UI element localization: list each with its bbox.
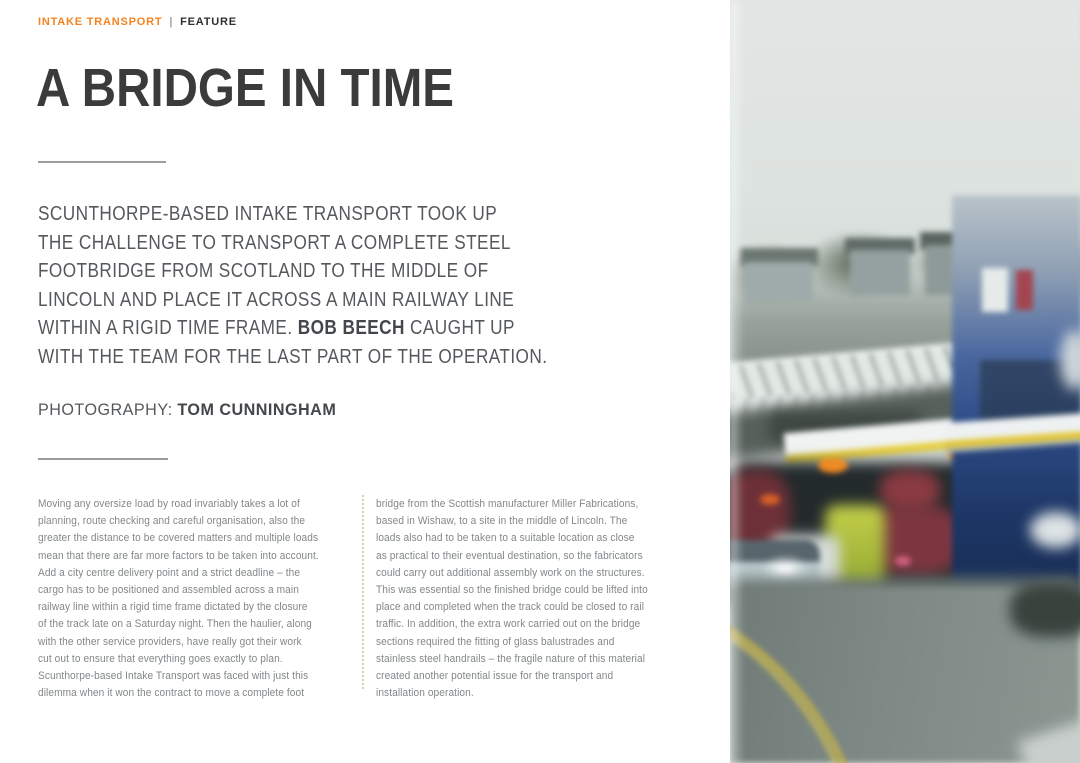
body-line: place and completed when the track could be closed to rail — [376, 601, 645, 614]
standfirst-line: SCUNTHORPE-BASED INTAKE TRANSPORT TOOK UP — [38, 203, 498, 225]
standfirst-line: LINCOLN AND PLACE IT ACROSS A MAIN RAILWAY LINE — [38, 288, 515, 311]
photo-red-blur — [880, 470, 940, 510]
section-label: FEATURE — [180, 16, 237, 28]
body-line: could carry out additional assembly work on the structures. — [376, 566, 645, 579]
body-line: as practical to their eventual destination, so the fabricators — [376, 549, 643, 562]
photo-car-headlight — [776, 566, 794, 574]
body-line: greater the distance to be covered matters and multiple loads — [38, 532, 319, 545]
body-line: installation operation. — [376, 687, 474, 700]
body-column — [376, 496, 671, 702]
eyebrow — [38, 16, 237, 28]
body-line: created another potential issue for the transport and — [376, 670, 614, 683]
feature-photo — [730, 0, 1080, 763]
body-line: traffic. In addition, the extra work carried out on the bridge — [376, 618, 641, 631]
headline-rule — [38, 161, 166, 163]
body-line: cargo has to be positioned and assembled across a main — [38, 584, 299, 597]
photo-red-sign — [1016, 270, 1033, 310]
body-line: planning, route checking and careful organisation, also the — [38, 515, 306, 528]
headline: A BRIDGE IN TIME — [36, 58, 455, 118]
photo-amber-light — [818, 458, 848, 473]
eyebrow-separator: | — [169, 16, 174, 28]
standfirst-line: THE CHALLENGE TO TRANSPORT A COMPLETE STEEL — [38, 231, 511, 254]
body-line: railway line within a rigid time frame dictated by the closure — [38, 601, 308, 614]
photo-window-reflection — [730, 0, 744, 763]
photo-house — [745, 262, 813, 302]
standfirst-line: WITH THE TEAM FOR THE LAST PART OF THE OPERATION. — [38, 345, 548, 368]
feature-photo-layers — [730, 0, 1080, 763]
photo-cab-highlight — [1030, 512, 1080, 548]
body-line: Moving any oversize load by road invariably takes a lot of — [38, 498, 300, 510]
body-line: of the track late on a Saturday night. Then the haulier, along — [38, 618, 312, 631]
body-line: This was essential so the finished bridge could be lifted into — [376, 584, 648, 597]
magazine-brand: INTAKE TRANSPORT — [38, 16, 163, 28]
photo-tail-light — [895, 556, 911, 566]
body-line: based in Wishaw, to a site in the middle of Lincoln. The — [376, 515, 628, 528]
photo-credit — [38, 400, 336, 420]
photo-white-sign — [982, 268, 1008, 312]
body-line: Scunthorpe-based Intake Transport was faced with just this — [38, 670, 309, 683]
body-line: bridge from the Scottish manufacturer Miller Fabrications, — [376, 498, 639, 510]
photographer-name: TOM CUNNINGHAM — [177, 400, 337, 419]
standfirst-line: WITHIN A RIGID TIME FRAME. BOB BEECH CAUGHT UP — [38, 317, 515, 340]
credit-rule — [38, 458, 168, 460]
standfirst-line: FOOTBRIDGE FROM SCOTLAND TO THE MIDDLE OF — [38, 260, 489, 283]
body-line: mean that there are far more factors to be taken into account. — [38, 549, 319, 562]
body-line: cut out to ensure that everything goes exactly to plan. — [38, 652, 283, 665]
photo-house — [850, 250, 910, 295]
photo-amber-light — [760, 494, 780, 505]
body-line: loads also had to be taken to a suitable location as close — [376, 532, 635, 545]
photo-credit-label: PHOTOGRAPHY: — [38, 400, 173, 419]
body-line: stainless steel handrails – the fragile nature of this material — [376, 652, 646, 665]
body-line: sections required the fitting of glass balustrades and — [376, 635, 615, 648]
body-line: Add a city centre delivery point and a strict deadline – the — [38, 566, 301, 579]
body-line: dilemma when it won the contract to move a complete foot — [38, 687, 305, 700]
photo-road-shadow — [1010, 582, 1080, 637]
standfirst — [38, 200, 630, 372]
column-divider — [362, 495, 364, 689]
body-line: with the other service providers, have really got their work — [38, 635, 302, 648]
body-column — [38, 496, 343, 702]
